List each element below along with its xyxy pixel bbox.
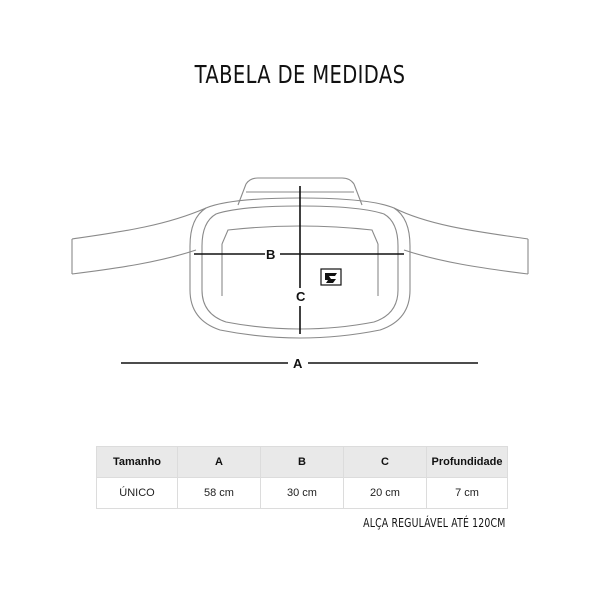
cell-size: ÚNICO (97, 478, 178, 509)
dimension-c-label: C (296, 289, 306, 304)
strap-note: ALÇA REGULÁVEL ATÉ 120CM (362, 516, 505, 530)
cell-profundidade: 7 cm (427, 478, 508, 509)
header-tamanho: Tamanho (97, 447, 178, 478)
page-title: TABELA DE MEDIDAS (194, 60, 406, 89)
header-a: A (178, 447, 261, 478)
cell-a: 58 cm (178, 478, 261, 509)
size-table (96, 446, 508, 509)
left-strap (72, 208, 206, 274)
right-strap (394, 208, 528, 274)
cell-c: 20 cm (344, 478, 427, 509)
dimension-b-label: B (266, 247, 276, 262)
header-profundidade: Profundidade (427, 447, 508, 478)
brand-logo-icon (321, 269, 341, 285)
header-c: C (344, 447, 427, 478)
header-b: B (261, 447, 344, 478)
table-row (97, 478, 508, 509)
dimension-a-label: A (293, 356, 303, 371)
table-header-row (97, 447, 508, 478)
size-table-container (96, 446, 508, 509)
cell-b: 30 cm (261, 478, 344, 509)
